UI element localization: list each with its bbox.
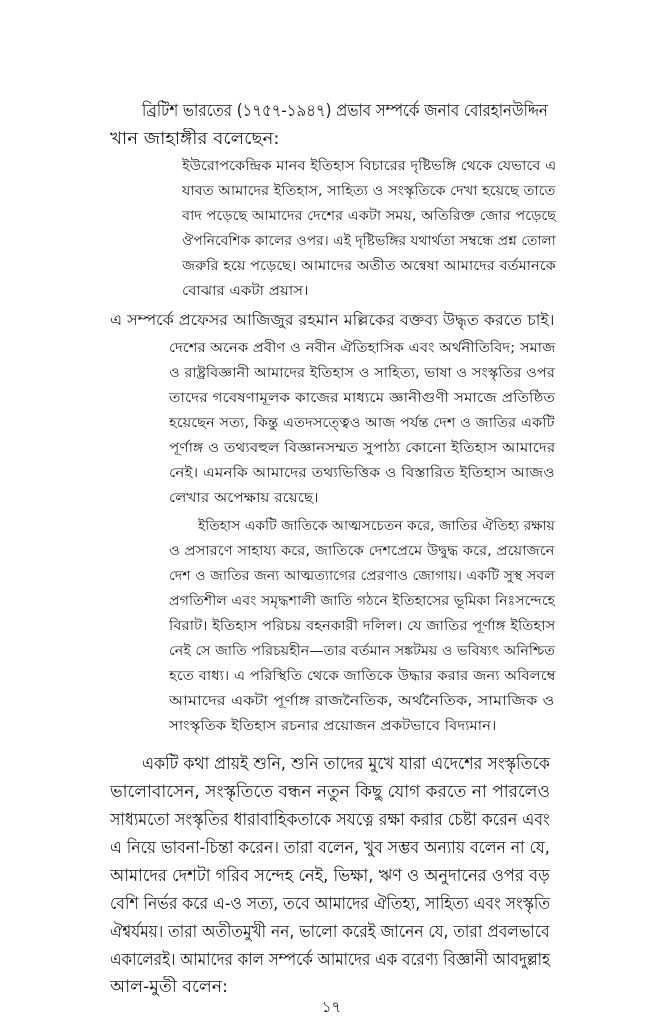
quote-line: নেই। এমনকি আমাদের তথ্যভিত্তিক ও বিস্তারিত ইতিহাস আজও [169, 465, 555, 481]
paragraph-line: একালেরই। আমাদের কাল সম্পর্কে আমাদের এক বরেণ্য বিজ্ঞানী আবদুল্লাহ [110, 950, 550, 970]
paragraph-line: বেশি নির্ভর করে এ-ও সত্য, তবে আমাদের ঐতিহ্য, সাহিত্য এবং সংস্কৃতি [110, 894, 551, 914]
page-number: ১৭ [321, 998, 342, 1016]
quote-line: বিরাট। ইতিহাস পরিচয় বহনকারী দলিল। যে জাতির পূর্ণাঙ্গ ইতিহাস [169, 618, 556, 634]
paragraph-line: এ নিয়ে ভাবনা-চিন্তা করেন। তারা বলেন, খুব সম্ভব অন্যায় বলেন না যে, [110, 838, 550, 858]
intro-line: খান জাহাঙ্গীর বলেছেন: [110, 129, 280, 149]
quote-line: ঔপনিবেশিক কালের ওপর। এই দৃষ্টিভঙ্গির যথার্থতা সম্বন্ধে প্রশ্ন তোলা [182, 233, 556, 249]
quote-line: বাদ পড়েছে আমাদের দেশের একটা সময়, অতিরিক্ত জোর পড়েছে [182, 208, 557, 224]
quote-line: পূর্ণাঙ্গ ও তথ্যবহুল বিজ্ঞানসম্মত সুপাঠ্য কোনো ইতিহাস আমাদের [169, 440, 556, 456]
paragraph-line: আমাদের দেশটা গরিব সন্দেহ নেই, ভিক্ষা, ঋণ ও অনুদানের ওপর বড় [110, 866, 550, 886]
quote-line: হয়েছেন সত্য, কিন্তু এতদসত্ত্বেও আজ পর্যন্ত দেশ ও জাতির একটি [169, 415, 555, 431]
paragraph-line: একটি কথা প্রায়ই শুনি, শুনি তাদের মুখে যারা এদেশের সংস্কৃতিকে [142, 754, 550, 774]
quote-line: নেই সে জাতি পরিচয়হীন—তার বর্তমান সঙ্কটময় ও ভবিষ্যৎ অনিশ্চিত [169, 643, 556, 659]
quote-line: বোঝার একটা প্রয়াস। [182, 283, 309, 299]
quote-line: দেশের অনেক প্রবীণ ও নবীন ঐতিহাসিক এবং অর্থনীতিবিদ; সমাজ [169, 340, 556, 356]
quote-line: দেশ ও জাতির জন্য আত্মত্যাগের প্রেরণাও জোগায়। একটি সুস্থ সবল [169, 568, 555, 584]
quote-line: প্রগতিশীল এবং সমৃদ্ধশালী জাতি গঠনে ইতিহাসের ভূমিকা নিঃসন্দেহে [169, 593, 556, 609]
quote-line: ও রাষ্ট্রবিজ্ঞানী আমাদের ইতিহাস ও সাহিত্য, ভাষা ও সংস্কৃতির ওপর [169, 365, 555, 381]
quote-line: লেখার অপেক্ষায় রয়েছে। [169, 490, 319, 506]
quote-line: হতে বাধ্য। এ পরিস্থিতি থেকে জাতিকে উদ্ধার করার জন্য অবিলম্বে [169, 668, 556, 684]
quote-line: ইউরোপকেন্দ্রিক মানব ইতিহাস বিচারের দৃষ্টিভঙ্গি থেকে যেভাবে এ [182, 158, 557, 174]
quote-line: আমাদের একটা পূর্ণাঙ্গ রাজনৈতিক, অর্থনৈতিক, সামাজিক ও [169, 693, 555, 709]
quote-line: সাংস্কৃতিক ইতিহাস রচনার প্রয়োজন প্রকটভাবে বিদ্যমান। [169, 718, 497, 734]
intro-line: ব্রিটিশ ভারতের (১৭৫৭-১৯৪৭) প্রভাব সম্পর্কে জনাব বোরহানউদ্দিন [142, 101, 548, 121]
paragraph-line: সাধ্যমতো সংস্কৃতির ধারাবাহিকতাকে সযত্নে রক্ষা করার চেষ্টা করেন এবং [110, 810, 550, 830]
lead-in-line: এ সম্পর্কে প্রফেসর আজিজুর রহমান মল্লিকের বক্তব্য উদ্ধৃত করতে চাই। [110, 311, 555, 329]
quote-line: তাদের গবেষণামূলক কাজের মাধ্যমে জ্ঞানীগুণী সমাজে প্রতিষ্ঠিত [169, 390, 555, 406]
quote-line: জরুরি হয়ে পড়েছে। আমাদের অতীত অন্বেষা আমাদের বর্তমানকে [182, 258, 556, 274]
quote-line: ও প্রসারণে সাহায্য করে, জাতিকে দেশপ্রেমে উদ্বুদ্ধ করে, প্রয়োজনে [169, 543, 555, 559]
quote-line: যাবত আমাদের ইতিহাস, সাহিত্য ও সংস্কৃতিকে দেখা হয়েছে তাতে [182, 183, 556, 199]
paragraph-line: ভালোবাসেন, সংস্কৃতিতে বন্ধন নতুন কিছু যোগ করতে না পারলেও [110, 782, 550, 802]
paragraph-line: আল-মুতী বলেন: [110, 977, 228, 997]
paragraph-line: ঐশ্বর্যময়। তারা অতীতমুখী নন, ভালো করেই জানেন যে, তারা প্রবলভাবে [110, 922, 550, 942]
quote-line: ইতিহাস একটি জাতিকে আত্মসচেতন করে, জাতির ঐতিহ্য রক্ষায় [198, 518, 555, 534]
